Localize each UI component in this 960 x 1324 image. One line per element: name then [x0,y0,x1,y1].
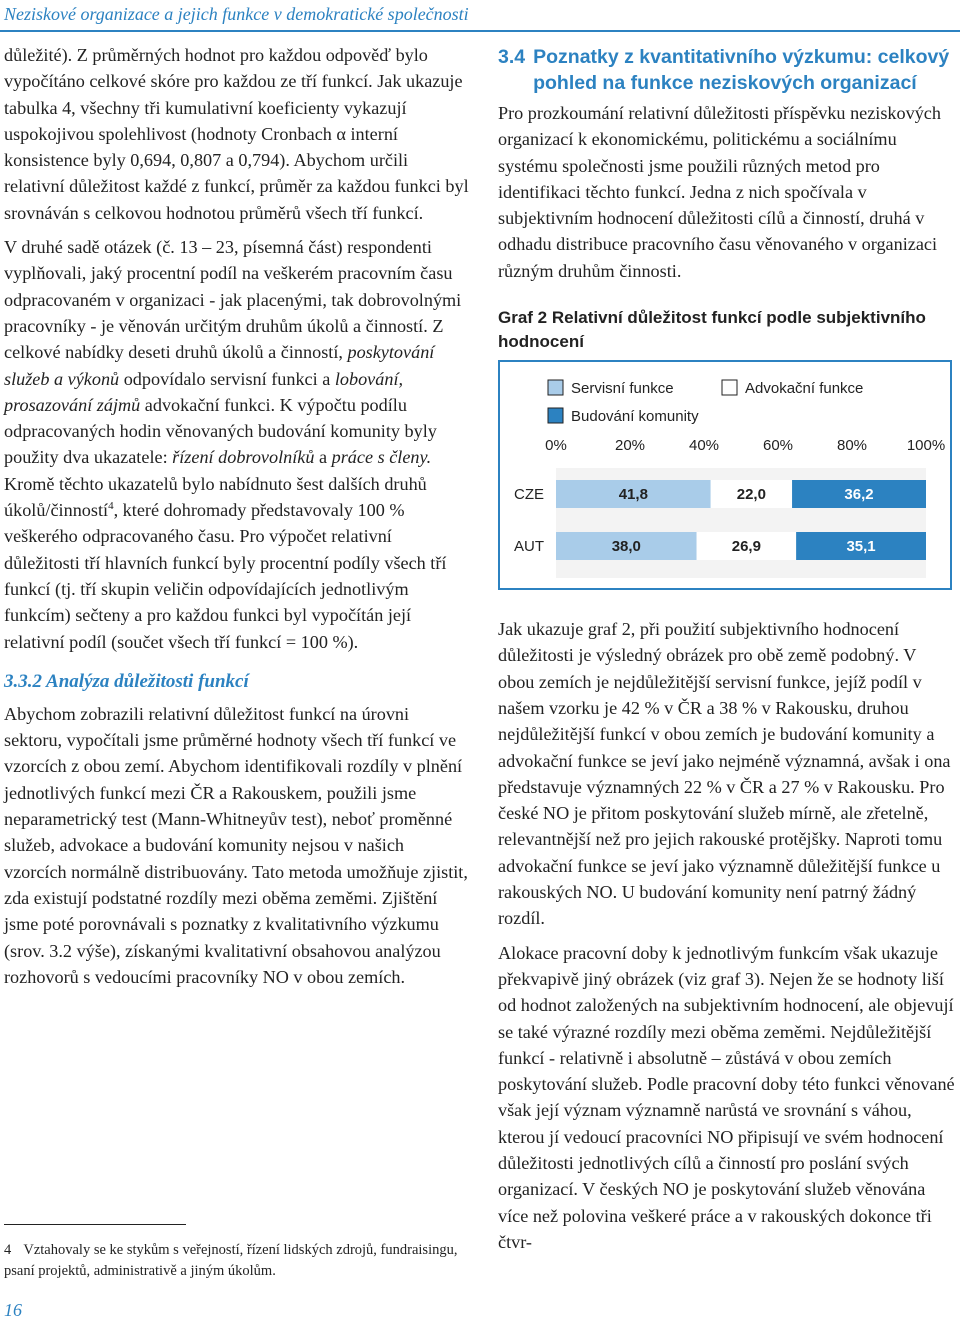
footnote-text: Vztahovaly se ke stykům s veřejností, řízení lidských zdrojů, fundraisingu, psaní projektů, administrativě a jiným úkolům. [4,1242,458,1279]
legend-swatch [722,380,737,395]
tick-label: 100% [906,437,946,455]
data-label: 41,8 [618,486,648,504]
category-label: CZE [514,486,544,504]
text-span: , které dohromady představovaly 100 % veškerého odpracovaného času. Pro výpočet relativní důležitosti tří hlavních funkcí byly procentní podíly všech tří funkcí (tj. tří skupin veličin odpovídajících jednotlivým funkcím) sečteny a pro každou funkci byl vypočítán její relativní podíl (součet všech tří funkcí = 100 %). [4,500,447,652]
right-paragraph-3: Alokace pracovní doby k jednotlivým funkcím však ukazuje překvapivě jiný obrázek (viz graf 3). Nejen že se hodnoty liší od hodnot založených na subjektivním hodnocení, ale objevují se také výrazné rozdíly mezi oběma zeměmi. Nejdůležitější funkcí - relativně i absolutně – zůstává v obou zemích poskytování služeb. Podle pracovní doby této funkci věnované však její význam významně narůstá ve srovnání s váhou, kterou jí vedoucí pracovníci NO připisují ve svém hodnocení důležitosti jednotlivých cílů a činností pro poslání svých organizací. V českých NO je poskytování služeb věnována více než polovina veškeré práce a v rakouských dokonce tři čtvr- [498,942,955,1252]
text-span: advokační funkci. K výpočtu podílu odpracovaných hodin věnovaných budování komunity byly použity dva ukazatele: [4,394,437,468]
right-paragraph-2: Jak ukazuje graf 2, při použití subjektivního hodnocení důležitosti je výsledný obrázek pro obě země podobný. V obou zemích je nejdůležitější servisní funkce, jejíž podíl v našem vzorku je 42 % v ČR a 38 % v Rakousku, druhou nejdůležitější funkcí v obou zemích je budování komunity a advokační funkce se jeví jako nejméně významná, avšak i ona představuje významných 22 % v ČR a 27 % v Rakousku. Pro české NO je přitom poskytování služeb mírně, ale zřetelně, relevantnější než pro jejich rakouské protějšky. Naproti tomu advokační funkce se jeví jako významně důležitější funkce u rakouských NO. U budování komunity není patrný žádný rozdíl. [498,619,951,929]
category-label: AUT [514,538,544,556]
data-label: 22,0 [736,486,766,504]
text-span: Kromě těchto ukazatelů bylo nabídnuto šest dalších druhů úkolů/činností [4,473,427,521]
running-head-title: Neziskové organizace a jejich funkce v demokratické společnosti [4,4,469,24]
section-title: Poznatky z kvantitativního výzkumu: celkový pohled na funkce neziskových organizací [533,46,950,94]
section-heading [498,44,956,96]
left-paragraph-1: důležité). Z průměrných hodnot pro každou odpověď bylo vypočítáno celkové skóre pro každou ze tří funkcí. Jak ukazuje tabulka 4, všechny tři kumulativní koeficienty vykazují uspokojivou spolehlivost (hodnoty Cronbach α interní konsistence byly 0,694, 0,807 a 0,794). Abychom určili relativní důležitost každé z funkcí, průměr za každou funkci byl srovnáván s celkovou hodnotou průměrů všech tří funkcí. [4,45,469,223]
left-column [4,42,470,998]
section-number: 3.4 [498,46,526,68]
left-paragraph-2 [4,234,470,655]
data-label: 38,0 [611,538,641,556]
legend-label: Servisní funkce [571,380,674,398]
legend-label: Advokační funkce [745,380,864,398]
data-label: 36,2 [844,486,874,504]
emphasis-span: práce s členy. [331,447,432,468]
tick-label: 60% [762,437,794,455]
tick-label: 40% [688,437,720,455]
emphasis-span: poskytování služeb a výkonů [4,342,435,389]
text-span: a [314,447,332,468]
header-rule [0,30,960,32]
subsection-heading: 3.3.2 Analýza důležitosti funkcí [4,670,249,692]
emphasis-span: lobování, prosazování zájmů [4,368,404,415]
stacked-bar-chart [500,362,950,588]
emphasis-span: řízení dobrovolníků [172,447,315,468]
chart-title: Graf 2 Relativní důležitost funkcí podle subjektivního hodnocení [498,308,926,352]
footnote [4,1240,464,1282]
running-head [0,0,960,36]
footnote-reference[interactable]: 4 [108,499,114,512]
chart-box [498,360,952,590]
legend-swatch [548,380,563,395]
data-label: 26,9 [731,538,761,556]
page-number: 16 [4,1300,22,1320]
legend-swatch [548,408,563,423]
footnote-rule [4,1224,186,1225]
legend-label: Budování komunity [571,408,699,426]
right-paragraph-1: Pro prozkoumání relativní důležitosti příspěvku neziskových organizací k ekonomickému, politickému a sociálnímu systému společnosti jsme použili různých metod pro identifikaci těchto funkcí. Jedna z nich spočívala v subjektivním hodnocení důležitosti cílů a činností, druhá v odhadu distribuce pracovního času věnovaného v organizaci různým druhům činnosti. [498,103,941,281]
tick-label: 20% [614,437,646,455]
left-paragraph-3: Abychom zobrazili relativní důležitost funkcí na úrovni sektoru, vypočítali jsme průměrné hodnoty všech tří funkcí ve vzorcích z obou zemí. Abychom identifikovali rozdíly v plnění jednotlivých funkcí mezi ČR a Rakouskem, použili jsme neparametrický test (Mann-Whitneyův test), neboť proměnné služeb, advokace a budování komunity nejsou v našich vzorcích normálně distribuovány. Tato metoda umožňuje zjistit, zda existují podstatné rozdíly mezi oběma zeměmi. Zjištění jsme poté porovnávali s poznatky z kvalitativního výzkumu (srov. 3.2 výše), získanými kvalitativní obsahovou analýzou rozhovorů s vedoucími pracovníky NO v obou zemích. [4,703,468,987]
data-label: 35,1 [846,538,876,556]
text-span: odpovídalo servisní funkci a [119,368,335,389]
tick-label: 0% [545,437,567,455]
tick-label: 80% [836,437,868,455]
footnote-number: 4 [4,1242,12,1258]
text-span: V druhé sadě otázek (č. 13 – 23, písemná část) respondenti vyplňovali, jaký procentní podíl na veškerém pracovním času odpracovaném v organizaci - jak placenými, tak dobrovolnými pracovníky - je věnován určitým druhům úkolů a činností. Z celkové nabídky deseti druhů úkolů a činností, [4,237,462,363]
right-column [498,42,956,1263]
